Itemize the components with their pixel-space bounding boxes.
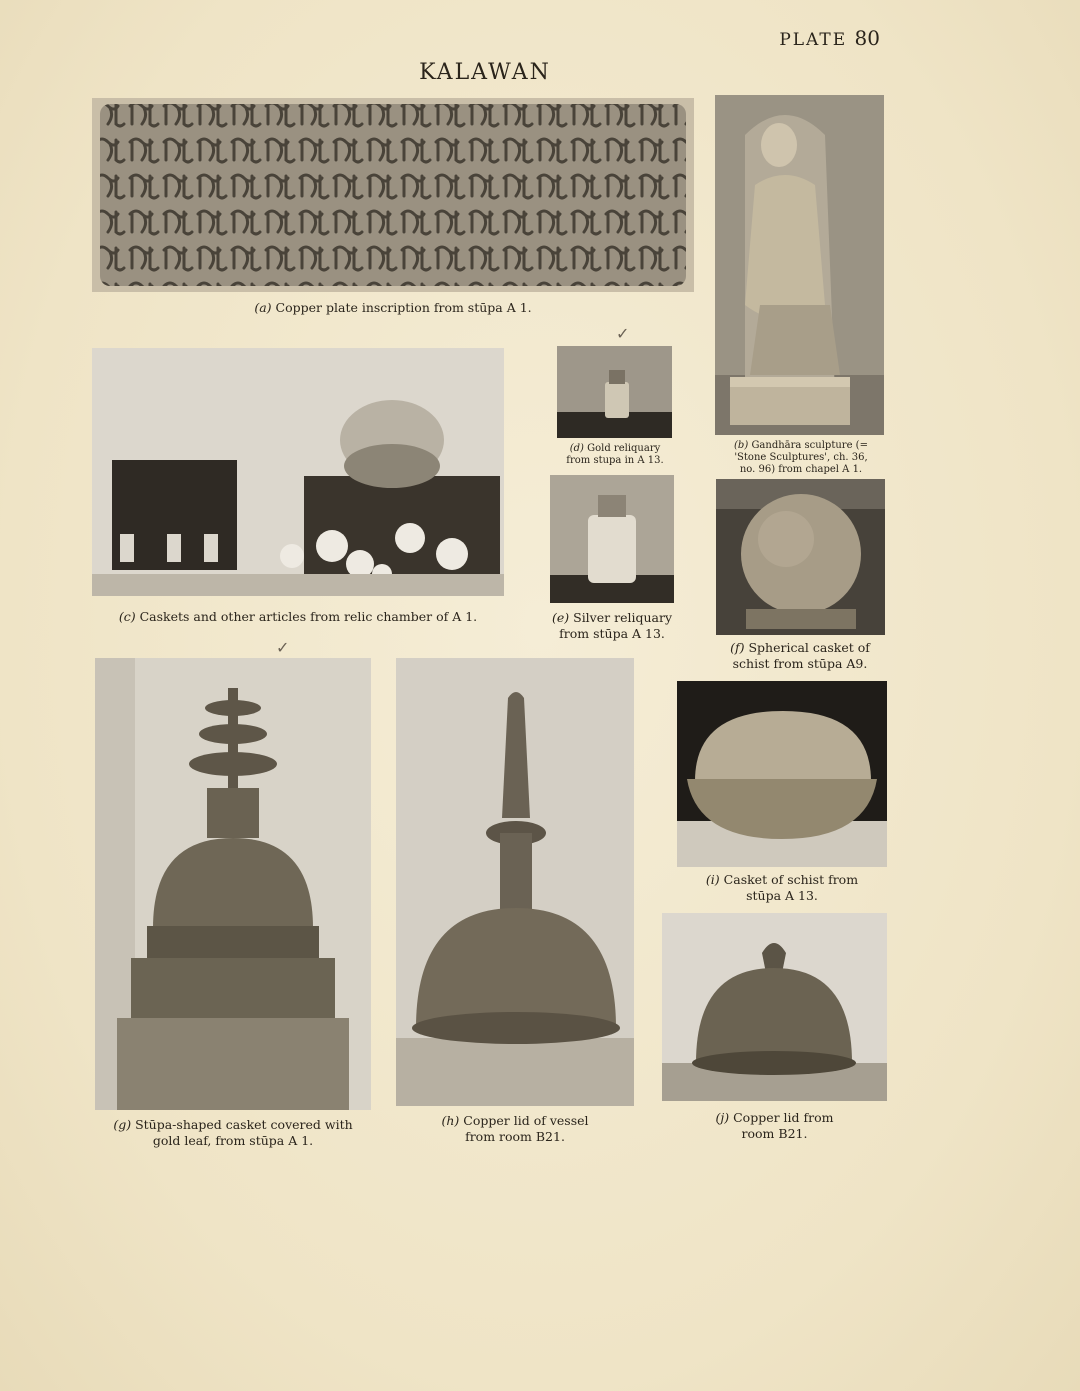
caption-i: [672, 872, 892, 903]
caption-g: [80, 1117, 386, 1148]
photo-e-silver-reliquary: [550, 475, 674, 603]
caption-f-line-2: schist from stūpa A9.: [732, 655, 868, 671]
caption-b-letter: (b): [734, 440, 749, 451]
caption-c-text: Caskets and other articles from relic chamber of A 1.: [139, 609, 478, 624]
caption-f-line-1: Spherical casket of: [748, 640, 870, 655]
caption-i-line-2: stūpa A 13.: [746, 887, 818, 903]
caption-g-line-1: Stūpa-shaped casket covered with: [135, 1117, 353, 1132]
caption-b-line-1: Gandhāra sculpture (=: [751, 440, 868, 451]
caption-j-line-1: Copper lid from: [733, 1110, 834, 1125]
caption-h: [396, 1113, 634, 1144]
caption-i-line-1: Casket of schist from: [723, 872, 859, 887]
caption-d-line-2: from stupa in A 13.: [566, 455, 664, 466]
caption-d: [550, 443, 680, 467]
photo-g-stupa-shaped-casket: [95, 658, 371, 1110]
photo-d-gold-reliquary: [557, 346, 672, 438]
photo-f-spherical-casket: [716, 479, 885, 635]
plate-word: PLATE: [779, 30, 848, 50]
caption-g-letter: (g): [113, 1117, 132, 1132]
caption-h-letter: (h): [441, 1113, 460, 1128]
caption-e-line-1: Silver reliquary: [573, 610, 673, 625]
caption-f: [705, 640, 895, 671]
photo-a-copper-plate-inscription: [92, 98, 694, 292]
caption-b-line-2: 'Stone Sculptures', ch. 36,: [734, 452, 868, 463]
caption-h-line-1: Copper lid of vessel: [463, 1113, 589, 1128]
caption-d-line-1: Gold reliquary: [587, 443, 661, 454]
plate-number-label: [779, 26, 880, 50]
caption-j-letter: (j): [715, 1110, 730, 1125]
photo-h-copper-lid-vessel: [396, 658, 634, 1106]
photo-i-casket-of-schist: [677, 681, 887, 867]
caption-a-letter: (a): [254, 300, 272, 315]
tick-mark-g: ✓: [276, 638, 290, 657]
caption-b: [712, 440, 890, 476]
caption-c: [92, 609, 504, 625]
page-title: KALAWAN: [419, 60, 551, 85]
photo-j-copper-lid: [662, 913, 887, 1101]
tick-mark-d: ✓: [616, 324, 630, 343]
caption-h-line-2: from room B21.: [465, 1128, 565, 1144]
caption-d-letter: (d): [569, 443, 584, 454]
caption-j: [662, 1110, 887, 1141]
caption-b-line-3: no. 96) from chapel A 1.: [739, 464, 863, 475]
caption-e-line-2: from stūpa A 13.: [559, 625, 665, 641]
caption-a-text: Copper plate inscription from stūpa A 1.: [275, 300, 532, 315]
caption-e-letter: (e): [551, 610, 570, 625]
caption-a: [92, 300, 694, 316]
plate-number: 80: [854, 26, 880, 50]
photo-b-gandhara-sculpture: [715, 95, 884, 435]
caption-e: [540, 610, 684, 641]
caption-g-line-2: gold leaf, from stūpa A 1.: [152, 1132, 314, 1148]
caption-f-letter: (f): [730, 640, 745, 655]
caption-j-line-2: room B21.: [741, 1125, 808, 1141]
caption-i-letter: (i): [705, 872, 720, 887]
photo-c-caskets-relic-chamber: [92, 348, 504, 596]
caption-c-letter: (c): [118, 609, 136, 624]
